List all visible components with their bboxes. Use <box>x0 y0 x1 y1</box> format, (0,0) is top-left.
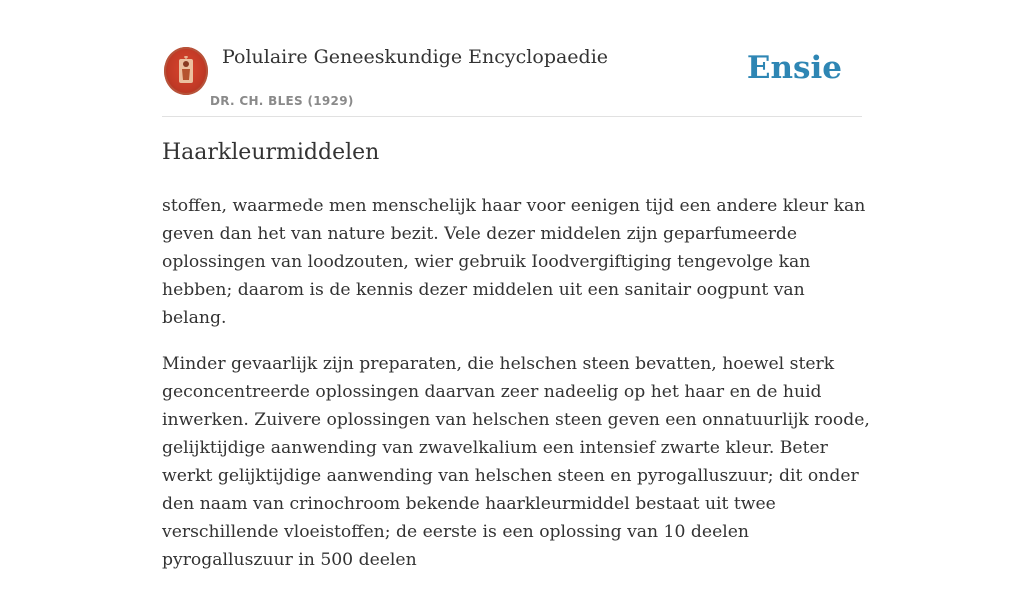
book-cover-logo-icon[interactable] <box>164 47 208 95</box>
article-title: Haarkleurmiddelen <box>162 140 380 165</box>
book-author: DR. CH. BLES (1929) <box>210 94 354 108</box>
article-body <box>162 192 872 592</box>
article-paragraph: Minder gevaarlijk zijn preparaten, die helschen steen bevatten, hoewel sterk geconcentreerde oplossingen daarvan zeer nadeelig op het haar en de huid inwerken. Zuivere oplossingen van helschen steen geven een onnatuurlijk roode, gelijktijdige aanwending van zwavelkalium een intensief zwarte kleur. Beter werkt gelijktijdige aanwending van helschen steen en pyrogalluszuur; dit onder den naam van crinochroom bekende haarkleurmiddel bestaat uit twee verschillende vloeistoffen; de eerste is een oplossing van 10 deelen pyrogalluszuur in 500 deelen <box>162 354 870 570</box>
brand-logo[interactable]: Ensie <box>746 50 842 86</box>
book-title[interactable]: Polulaire Geneeskundige Encyclopaedie <box>222 46 609 68</box>
book-header <box>162 40 862 117</box>
article-paragraph: stoffen, waarmede men menschelijk haar voor eenigen tijd een andere kleur kan geven dan het van nature bezit. Vele dezer middelen zijn geparfumeerde oplossingen van loodzouten, wier gebruik Ioodvergiftiging tengevolge kan hebben; daarom is de kennis dezer middelen uit een sanitair oogpunt van belang. <box>162 196 866 328</box>
